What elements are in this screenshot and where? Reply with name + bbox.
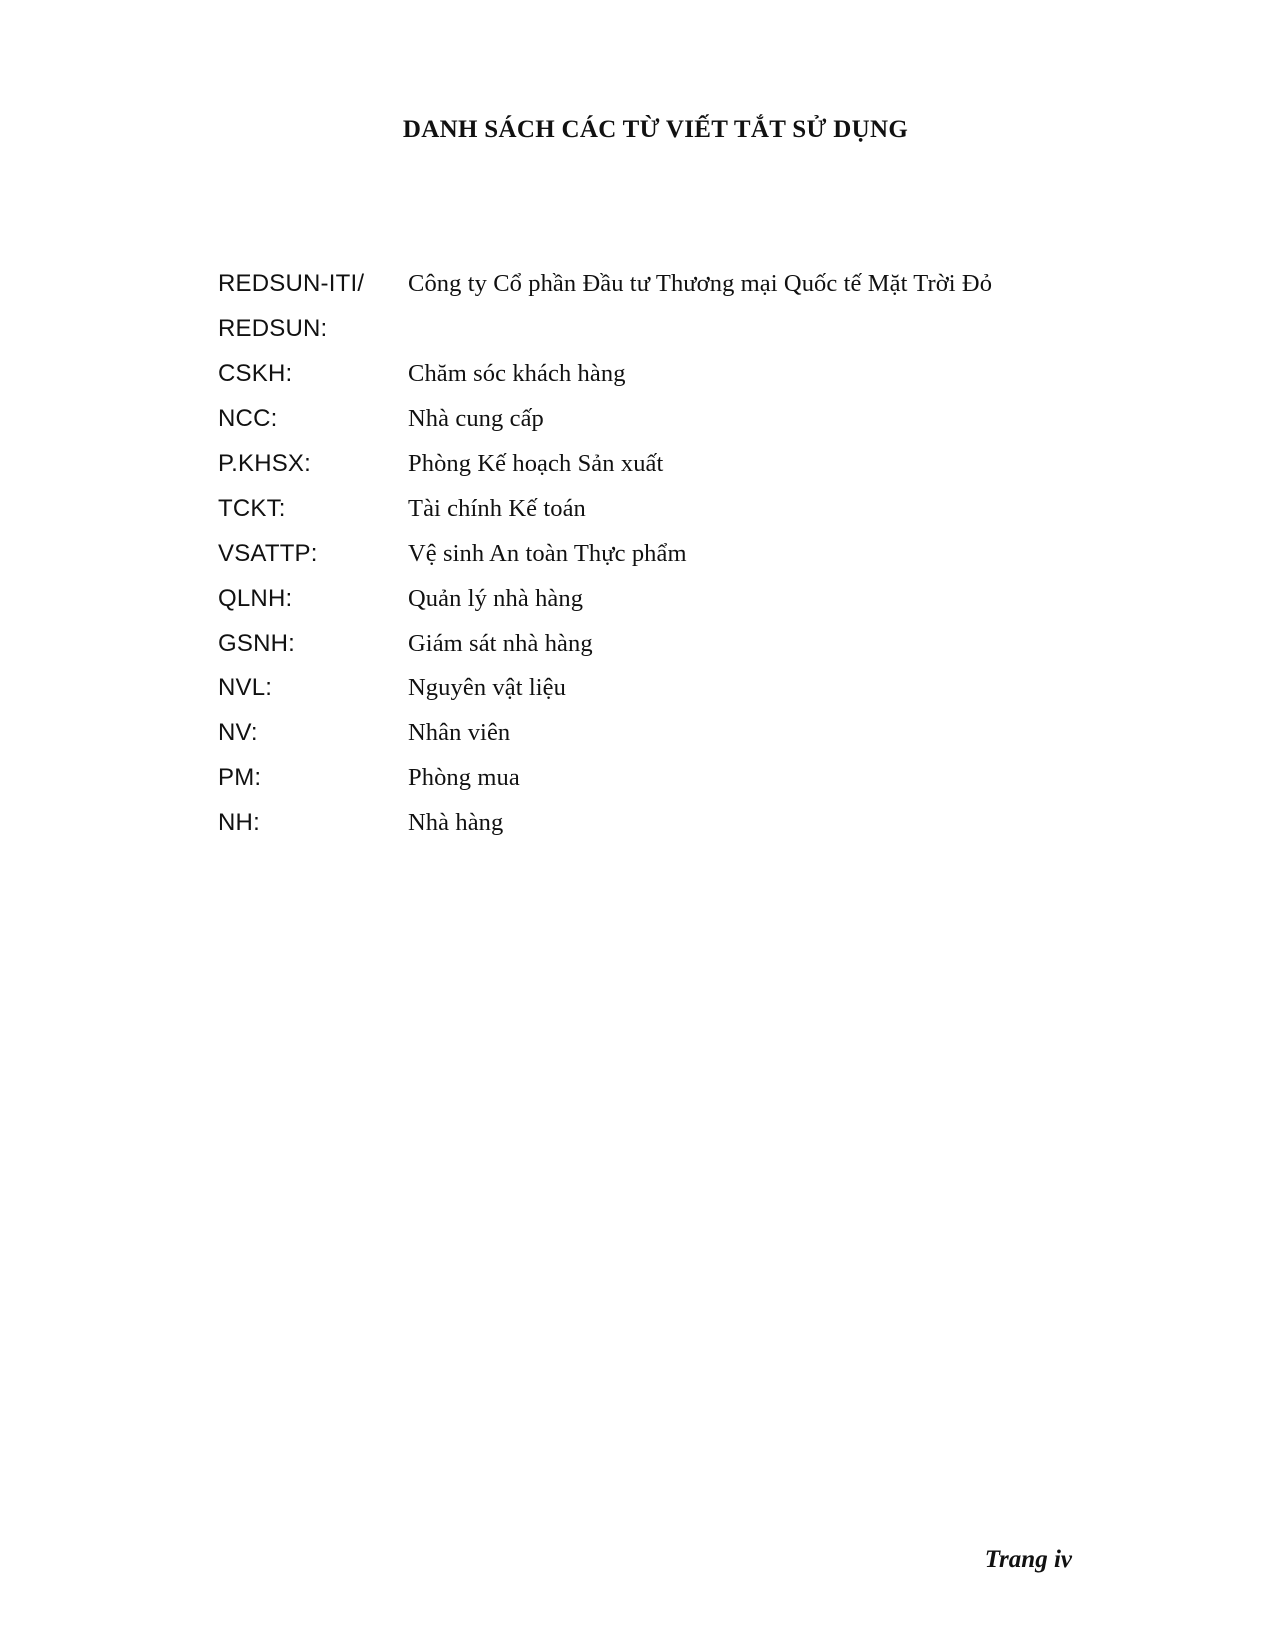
- abbreviation-row: [218, 621, 1118, 666]
- abbreviation-definition: Công ty Cổ phần Đầu tư Thương mại Quốc tế Mặt Trời Đỏ: [408, 270, 993, 298]
- abbreviation-row: [218, 531, 1118, 576]
- abbreviation-term: PM:: [218, 764, 262, 792]
- abbreviation-term: CSKH:: [218, 360, 293, 388]
- abbreviation-row: [218, 576, 1118, 621]
- abbreviation-definition: Chăm sóc khách hàng: [408, 360, 626, 388]
- abbreviation-definition: Quản lý nhà hàng: [408, 584, 584, 612]
- abbreviation-term: TCKT:: [218, 494, 286, 522]
- abbreviation-definition: Nhân viên: [408, 719, 511, 747]
- abbreviation-term: NVL:: [218, 674, 273, 702]
- abbreviation-term: NV:: [218, 719, 258, 747]
- abbreviation-row: [218, 666, 1118, 711]
- abbreviation-row: [218, 352, 1118, 397]
- abbreviation-term: NCC:: [218, 405, 278, 433]
- abbreviation-definition: Giám sát nhà hàng: [408, 629, 593, 657]
- abbreviation-list: [218, 262, 1118, 846]
- abbreviation-definition: Tài chính Kế toán: [408, 494, 586, 522]
- abbreviation-definition: Nguyên vật liệu: [408, 674, 566, 702]
- abbreviation-row: [218, 486, 1118, 531]
- abbreviation-definition: Phòng mua: [408, 764, 520, 792]
- abbreviation-definition: Vệ sinh An toàn Thực phẩm: [408, 539, 687, 567]
- abbreviation-term: P.KHSX:: [218, 450, 312, 477]
- abbreviation-definition: Phòng Kế hoạch Sản xuất: [408, 450, 664, 477]
- page-number: Trang iv: [984, 1546, 1072, 1573]
- abbreviation-term: NH:: [218, 809, 260, 837]
- abbreviation-row: [218, 397, 1118, 442]
- abbreviation-row: [218, 756, 1118, 801]
- abbreviation-term: GSNH:: [218, 629, 296, 657]
- abbreviation-term: REDSUN-ITI/: [218, 270, 365, 298]
- abbreviation-definition: Nhà hàng: [408, 809, 504, 837]
- abbreviation-row: [218, 307, 1118, 352]
- abbreviation-row: [218, 801, 1118, 846]
- page-title: DANH SÁCH CÁC TỪ VIẾT TẮT SỬ DỤNG: [402, 116, 909, 143]
- abbreviation-row: [218, 711, 1118, 756]
- abbreviation-term: VSATTP:: [218, 539, 318, 567]
- abbreviation-term: REDSUN:: [218, 315, 328, 343]
- abbreviation-definition: Nhà cung cấp: [408, 405, 544, 433]
- abbreviation-term: QLNH:: [218, 584, 293, 612]
- abbreviation-row: [218, 442, 1118, 487]
- abbreviation-row: [218, 262, 1118, 307]
